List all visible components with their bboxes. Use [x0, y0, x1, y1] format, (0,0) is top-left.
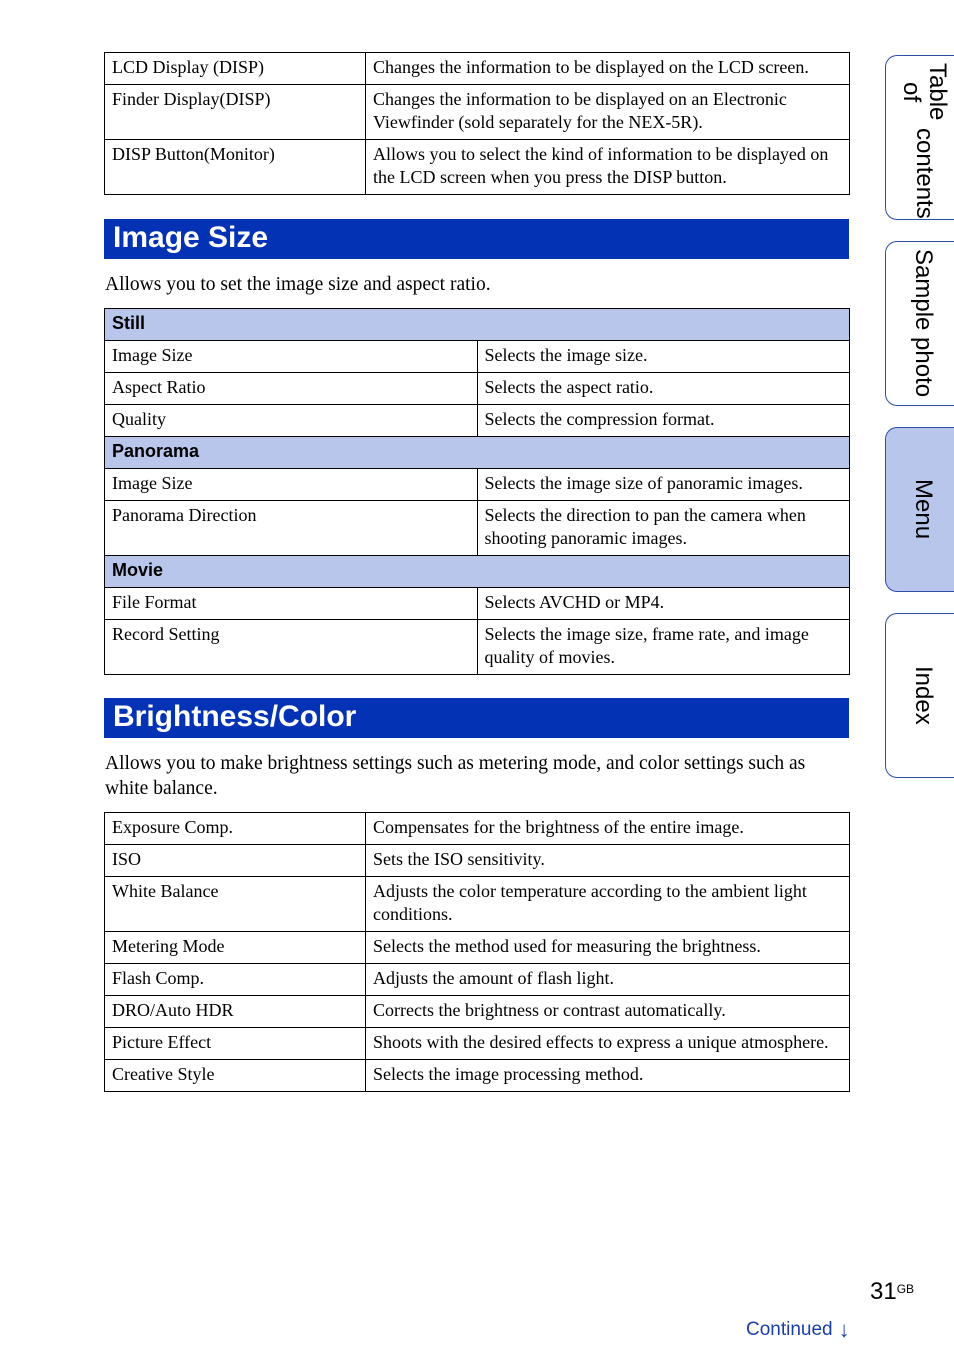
setting-description: Selects the compression format.: [477, 405, 850, 437]
table-row: [105, 53, 850, 85]
setting-description: Sets the ISO sensitivity.: [366, 845, 850, 877]
brightness-color-intro: Allows you to make brightness settings such as metering mode, and color settings such as white balance.: [105, 753, 806, 799]
setting-name: DISP Button(Monitor): [105, 140, 366, 195]
table-row: [105, 813, 850, 845]
section-row-panorama: [105, 437, 850, 469]
table-row: [105, 501, 850, 556]
setting-name: Aspect Ratio: [105, 373, 478, 405]
setting-description: Corrects the brightness or contrast automatically.: [366, 996, 850, 1028]
tab-label: contents: [911, 128, 938, 219]
image-size-heading: Image Size: [104, 219, 849, 259]
setting-description: Adjusts the color temperature according to the ambient light conditions.: [366, 877, 850, 932]
table-row: [105, 845, 850, 877]
setting-name: Metering Mode: [105, 932, 366, 964]
table-row: [105, 373, 850, 405]
table-row: [105, 341, 850, 373]
tab-label: Sample photo: [910, 249, 937, 398]
table-row: [105, 85, 850, 140]
table-row: [105, 588, 850, 620]
setting-description: Compensates for the brightness of the entire image.: [366, 813, 850, 845]
tab-label: Index: [910, 666, 937, 725]
page-number: [870, 1278, 914, 1306]
setting-name: Image Size: [105, 341, 478, 373]
setting-name: Flash Comp.: [105, 964, 366, 996]
table-row: [105, 469, 850, 501]
setting-name: White Balance: [105, 877, 366, 932]
setting-name: DRO/Auto HDR: [105, 996, 366, 1028]
image-size-intro: Allows you to set the image size and aspect ratio.: [105, 274, 491, 295]
setting-name: Finder Display(DISP): [105, 85, 366, 140]
setting-description: Adjusts the amount of flash light.: [366, 964, 850, 996]
section-title: Still: [105, 309, 850, 341]
setting-name: ISO: [105, 845, 366, 877]
tab-label: Table of: [898, 63, 951, 121]
table-row: [105, 877, 850, 932]
table-row: [105, 620, 850, 675]
setting-name: Record Setting: [105, 620, 478, 675]
table-row: [105, 140, 850, 195]
setting-description: Selects the image size, frame rate, and image quality of movies.: [477, 620, 850, 675]
table-row: [105, 996, 850, 1028]
display-settings-table: [104, 52, 850, 195]
table-row: [105, 932, 850, 964]
setting-name: Exposure Comp.: [105, 813, 366, 845]
setting-description: Selects AVCHD or MP4.: [477, 588, 850, 620]
setting-name: LCD Display (DISP): [105, 53, 366, 85]
setting-name: Image Size: [105, 469, 478, 501]
setting-name: Panorama Direction: [105, 501, 478, 556]
tab-label: Menu: [910, 479, 937, 540]
setting-description: Allows you to select the kind of information to be displayed on the LCD screen when you press the DISP button.: [366, 140, 850, 195]
setting-name: Picture Effect: [105, 1028, 366, 1060]
tab-sample-photo[interactable]: [885, 241, 954, 406]
setting-name: Quality: [105, 405, 478, 437]
table-row: [105, 1028, 850, 1060]
table-row: [105, 964, 850, 996]
setting-description: Changes the information to be displayed on an Electronic Viewfinder (sold separately for the NEX-5R).: [366, 85, 850, 140]
tab-table-of-contents[interactable]: [885, 55, 954, 220]
section-row-still: [105, 309, 850, 341]
down-arrow-icon: ↓: [838, 1317, 850, 1342]
page-number-value: 31: [870, 1278, 897, 1305]
section-title: Movie: [105, 556, 850, 588]
brightness-color-table: [104, 812, 850, 1092]
setting-description: Selects the direction to pan the camera when shooting panoramic images.: [477, 501, 850, 556]
setting-name: Creative Style: [105, 1060, 366, 1092]
setting-description: Selects the image size.: [477, 341, 850, 373]
continued-link[interactable]: [746, 1317, 850, 1343]
setting-description: Changes the information to be displayed on the LCD screen.: [366, 53, 850, 85]
table-row: [105, 405, 850, 437]
page-number-suffix: GB: [896, 1282, 915, 1296]
setting-description: Selects the method used for measuring the brightness.: [366, 932, 850, 964]
section-row-movie: [105, 556, 850, 588]
image-size-table: [104, 308, 850, 675]
setting-description: Shoots with the desired effects to express a unique atmosphere.: [366, 1028, 850, 1060]
tab-index[interactable]: [885, 613, 954, 778]
brightness-color-heading: Brightness/Color: [104, 698, 849, 738]
tab-menu[interactable]: [885, 427, 954, 592]
section-title: Panorama: [105, 437, 850, 469]
continued-label: Continued: [746, 1319, 833, 1340]
setting-description: Selects the image size of panoramic images.: [477, 469, 850, 501]
setting-description: Selects the image processing method.: [366, 1060, 850, 1092]
setting-description: Selects the aspect ratio.: [477, 373, 850, 405]
setting-name: File Format: [105, 588, 478, 620]
table-row: [105, 1060, 850, 1092]
